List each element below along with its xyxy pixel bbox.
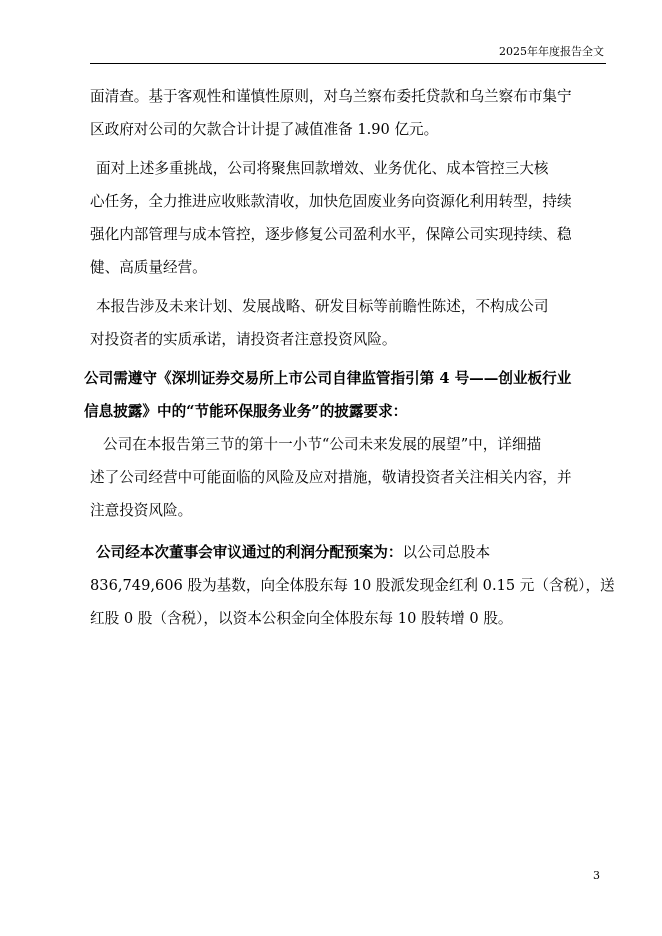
text-line: 区政府对公司的欠款合计计提了减值准备 1.90 亿元。 [90,121,439,138]
profit-distribution-lead: 以公司总股本 [402,544,491,561]
paragraph-impairment [90,80,574,146]
text-line: 红股 0 股（含税），以资本公积金向全体股东每 10 股转增 0 股。 [90,610,513,627]
text-line: 公司需遵守《深圳证券交易所上市公司自律监管指引第 4 号——创业板行业 [84,370,572,387]
text-line: 信息披露》中的“节能环保服务业务”的披露要求： [84,403,408,420]
text-line: 面对上述多重挑战，公司将聚焦回款增效、业务优化、成本管控三大核 [96,160,549,177]
document-body [84,80,615,635]
text-line: 对投资者的实质承诺，请投资者注意投资风险。 [90,331,397,348]
text-line: 健、高质量经营。 [90,259,207,276]
text-line: 公司在本报告第三节的第十一小节“公司未来发展的展望”中，详细描 [103,436,542,453]
page-number: 3 [593,869,600,882]
text-line: 强化内部管理与成本管控，逐步修复公司盈利水平，保障公司实现持续、稳 [90,226,572,243]
paragraph-risk-reference [90,428,574,527]
page-header [90,43,606,64]
profit-distribution-heading: 公司经本次董事会审议通过的利润分配预案为： [96,544,403,561]
text-line: 836,749,606 股为基数，向全体股东每 10 股派发现金红利 0.15 元（含税），送 [90,577,615,594]
text-line [90,536,574,569]
paragraph-disclosure-requirement [84,362,574,428]
header-title: 2025年年度报告全文 [499,45,604,58]
text-line: 注意投资风险。 [90,502,193,519]
text-line: 述了公司经营中可能面临的风险及应对措施，敬请投资者关注相关内容，并 [90,469,572,486]
paragraph-profit-distribution [90,536,615,635]
text-line: 面清查。基于客观性和谨慎性原则，对乌兰察布委托贷款和乌兰察布市集宁 [90,88,572,105]
paragraph-forward-looking [90,290,574,356]
paragraph-challenges [90,152,574,284]
text-line: 本报告涉及未来计划、发展战略、研发目标等前瞻性陈述，不构成公司 [96,298,549,315]
text-line: 心任务，全力推进应收账款清收，加快危固废业务向资源化利用转型，持续 [90,193,572,210]
